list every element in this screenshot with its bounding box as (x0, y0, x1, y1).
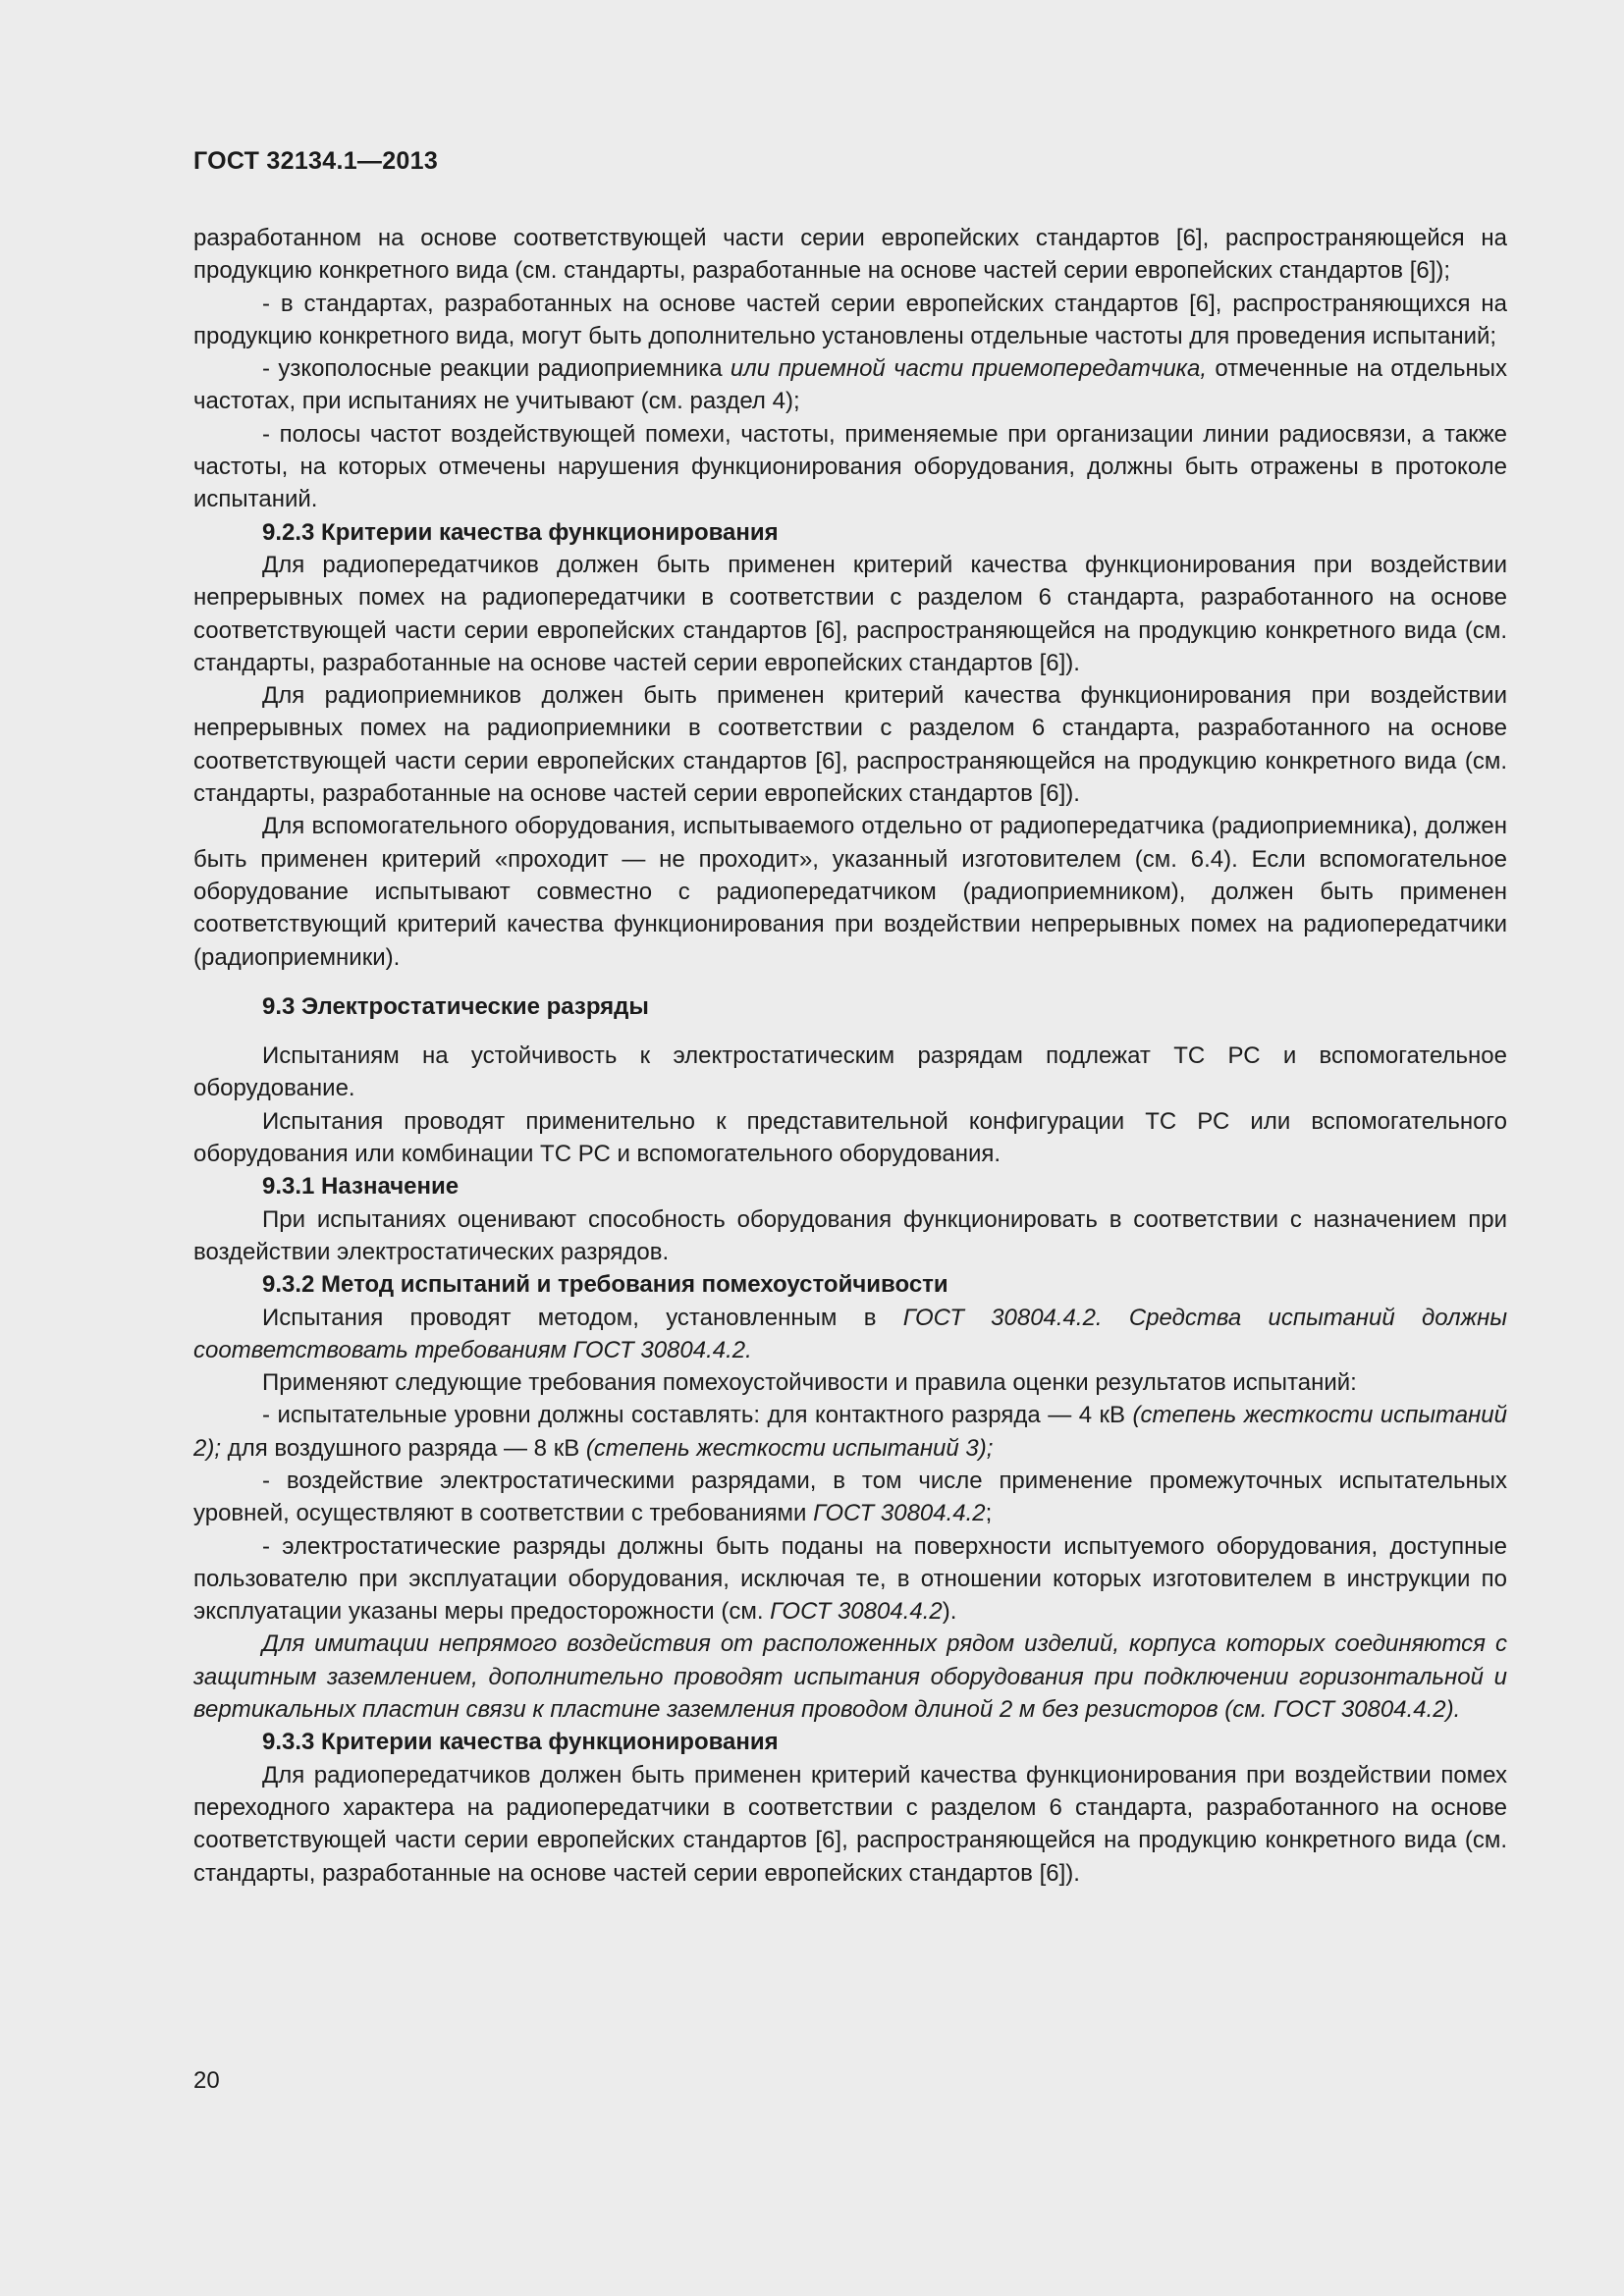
body-paragraph (193, 1105, 1507, 1171)
body-paragraph (193, 418, 1507, 516)
text-run: - испытательные уровни должны составлять: для контактного разряда — 4 кВ (262, 1402, 1133, 1429)
body-paragraph (193, 1465, 1507, 1530)
italic-text-run: (степень жесткости испытаний 3); (585, 1434, 994, 1462)
text-run: Испытания проводят применительно к представительной конфигурации ТС РС или вспомогательного оборудования или комбинации ТС РС и вспомогательного оборудования. (193, 1107, 1507, 1168)
section-heading: 9.3 Электростатические разряды (262, 992, 649, 1020)
document-body (193, 222, 1507, 1890)
text-run: Для радиоприемников должен быть применен критерий качества функционирования при воздействии непрерывных помех на радиоприемники в соответствии с разделом 6 стандарта, разработанного на основе соответствующей части серии европейских стандартов [6], распространяющейся на продукцию конкретного вида (см. стандарты, разработанные на основе частей серии европейских стандартов [6]). (193, 682, 1507, 808)
text-run: - электростатические разряды должны быть поданы на поверхности испытуемого оборудования, доступные пользователю при эксплуатации оборудования, исключая те, в отношении которых изготовителем в инструкции по эксплуатации указаны меры предосторожности (см. (193, 1532, 1507, 1626)
section-heading: 9.3.3 Критерии качества функционирования (262, 1729, 779, 1756)
text-run: разработанном на основе соответствующей части серии европейских стандартов [6], распространяющейся на продукцию конкретного вида (см. стандарты, разработанные на основе частей серии европейских стандартов [6]); (193, 225, 1507, 285)
italic-text-run: ГОСТ 30804.4.2. Средства испытаний должны соответствовать требованиям ГОСТ 30804.4.2. (193, 1304, 1508, 1363)
text-run: - воздействие электростатическими разрядами, в том числе применение промежуточных испытательных уровней, осуществляют в соответствии с требованиями (193, 1467, 1507, 1527)
body-paragraph (193, 288, 1507, 353)
body-paragraph (193, 679, 1507, 810)
section-heading: 9.3.2 Метод испытаний и требования помехоустойчивости (262, 1271, 948, 1299)
italic-text-run: ГОСТ 30804.4.2 (813, 1500, 986, 1527)
text-run: Для радиопередатчиков должен быть применен критерий качества функционирования при воздействии непрерывных помех на радиопередатчики в соответствии с разделом 6 стандарта, разработанного на основе соответствующей части серии европейских стандартов [6], распространяющейся на продукцию конкретного вида (см. стандарты, разработанные на основе частей серии европейских стандартов [6]). (193, 551, 1507, 676)
text-run: ; (985, 1500, 993, 1527)
body-paragraph (193, 352, 1507, 418)
text-run: - узкополосные реакции радиоприемника (262, 355, 731, 383)
text-run: для воздушного разряда — 8 кВ (221, 1434, 586, 1462)
text-run: Применяют следующие требования помехоустойчивости и правила оценки результатов испытаний: (262, 1369, 1357, 1397)
text-run: - в стандартах, разработанных на основе частей серии европейских стандартов [6], распространяющихся на продукцию конкретного вида, могут быть дополнительно установлены отдельные частоты для проведения испытаний; (193, 290, 1507, 349)
text-run: отмеченные на отдельных частотах, при испытаниях не учитывают (см. раздел 4); (193, 355, 1508, 415)
italic-text-run: или приемной части приемопередатчика, (730, 355, 1208, 383)
section-heading: 9.2.3 Критерии качества функционирования (262, 518, 779, 546)
text-run: Испытания проводят методом, установленным в (262, 1304, 903, 1331)
text-run: ). (942, 1598, 957, 1626)
text-run: Для радиопередатчиков должен быть применен критерий качества функционирования при воздействии помех переходного характера на радиопередатчики в соответствии с разделом 6 стандарта, разработанного на основе соответствующей части серии европейских стандартов [6], распространяющейся на продукцию конкретного вида (см. стандарты, разработанные на основе частей серии европейских стандартов [6]). (193, 1761, 1507, 1887)
body-paragraph (193, 1759, 1507, 1890)
body-paragraph (193, 1302, 1507, 1367)
body-paragraph (193, 1040, 1507, 1105)
body-paragraph (193, 1203, 1507, 1269)
section-heading: 9.3.1 Назначение (262, 1173, 460, 1201)
body-paragraph (193, 222, 1507, 288)
body-paragraph (193, 1628, 1507, 1726)
body-paragraph (193, 1366, 1507, 1399)
body-paragraph (193, 549, 1507, 679)
body-paragraph (193, 1530, 1507, 1629)
text-run: При испытаниях оценивают способность оборудования функционировать в соответствии с назначением при воздействии электростатических разрядов. (193, 1205, 1507, 1265)
italic-text-run: ГОСТ 30804.4.2 (770, 1598, 943, 1626)
body-paragraph (193, 1399, 1507, 1465)
page-number: 20 (193, 2067, 220, 2094)
italic-text-run: (степень жесткости испытаний 2); (193, 1402, 1507, 1462)
italic-text-run: Для имитации непрямого воздействия от расположенных рядом изделий, корпуса которых соединяются с защитным заземлением, дополнительно проводят испытания оборудования при подключении горизонтальной и вертикальных пластин связи к пластине заземления проводом длиной 2 м без резисторов (см. ГОСТ 30804.4.2). (193, 1630, 1507, 1724)
text-run: Для вспомогательного оборудования, испытываемого отдельно от радиопередатчика (радиоприемника), должен быть применен критерий «проходит — не проходит», указанный изготовителем (см. 6.4). Если вспомогательное оборудование испытывают совместно с радиопередатчиком (радиоприемником), должен быть применен соответствующий критерий качества функционирования при воздействии непрерывных помех на радиопередатчики (радиоприемники). (193, 813, 1507, 971)
body-paragraph (193, 810, 1507, 973)
document-header: ГОСТ 32134.1—2013 (193, 147, 439, 175)
text-run: - полосы частот воздействующей помехи, частоты, применяемые при организации линии радиосвязи, а также частоты, на которых отмечены нарушения функционирования оборудования, должны быть отражены в протоколе испытаний. (193, 420, 1507, 513)
text-run: Испытаниям на устойчивость к электростатическим разрядам подлежат ТС РС и вспомогательное оборудование. (193, 1042, 1507, 1102)
